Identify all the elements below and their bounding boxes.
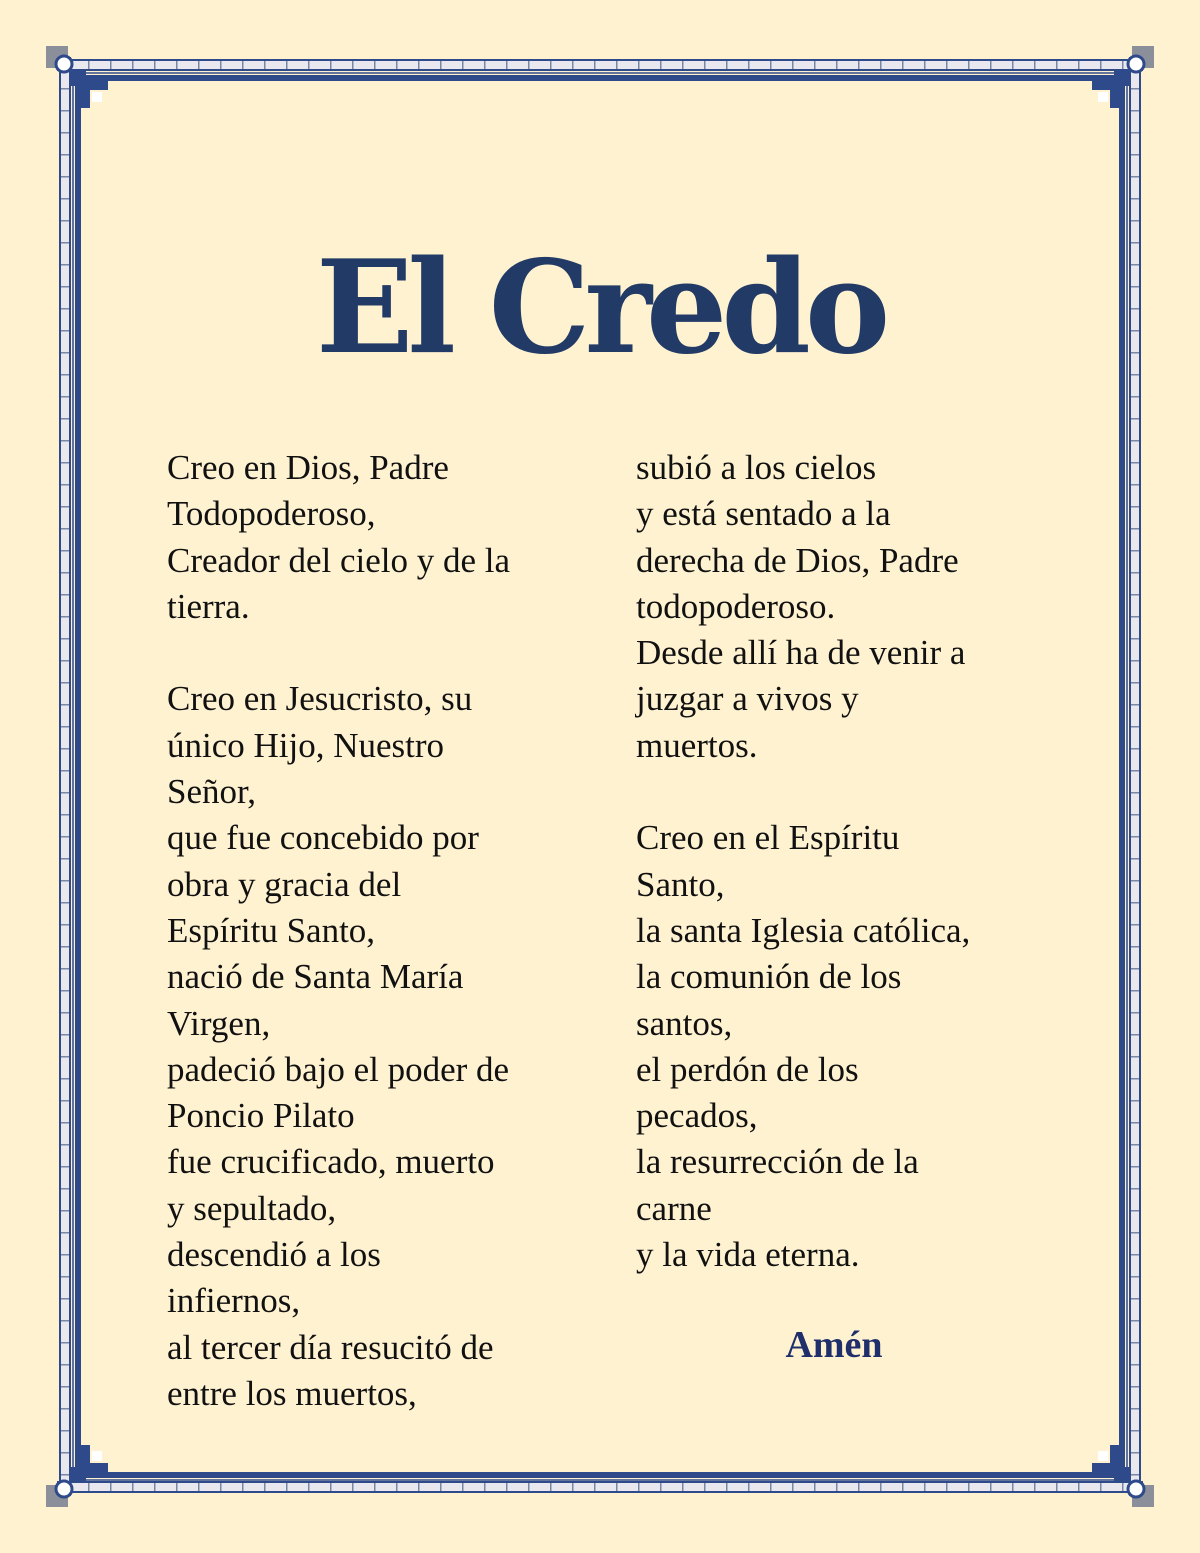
frame-bottom-band xyxy=(58,1482,1142,1492)
prayer-line: pecados, xyxy=(636,1096,758,1136)
prayer-right-column xyxy=(636,445,1056,1278)
prayer-line: y la vida eterna. xyxy=(636,1235,860,1275)
prayer-line: Creador del cielo y de la xyxy=(167,540,511,580)
prayer-line: fue crucificado, muerto xyxy=(167,1142,495,1182)
prayer-line: la comunión de los xyxy=(636,957,902,997)
prayer-line: y sepultado, xyxy=(167,1188,337,1228)
prayer-line: obra y gracia del xyxy=(167,864,402,904)
prayer-line: al tercer día resucitó de xyxy=(167,1327,494,1367)
prayer-line: que fue concebido por xyxy=(167,818,479,858)
prayer-line: y está sentado a la xyxy=(636,494,891,534)
prayer-line: la santa Iglesia católica, xyxy=(636,910,971,950)
prayer-line: Creo en Jesucristo, su xyxy=(167,679,473,719)
prayer-line: Poncio Pilato xyxy=(167,1096,355,1136)
prayer-line: santos, xyxy=(636,1003,733,1043)
prayer-line: el perdón de los xyxy=(636,1049,859,1089)
prayer-line: subió a los cielos xyxy=(636,448,877,487)
prayer-line: nació de Santa María xyxy=(167,957,464,997)
prayer-line: Espíritu Santo, xyxy=(167,910,376,950)
prayer-line: derecha de Dios, Padre xyxy=(636,540,959,580)
prayer-line: padeció bajo el poder de xyxy=(167,1049,510,1089)
prayer-line: todopoderoso. xyxy=(636,586,836,626)
prayer-line: Señor, xyxy=(167,772,257,812)
prayer-line: juzgar a vivos y xyxy=(636,679,859,719)
prayer-line: Creo en Dios, Padre xyxy=(167,448,449,487)
prayer-line: descendió a los xyxy=(167,1235,381,1275)
prayer-line: Virgen, xyxy=(167,1003,271,1043)
stanza-gap xyxy=(167,630,587,676)
prayer-line: la resurrección de la xyxy=(636,1142,919,1182)
page-title: El Credo xyxy=(315,233,885,383)
prayer-line: Desde allí ha de venir a xyxy=(636,633,966,673)
prayer-left-column xyxy=(167,445,587,1417)
stanza-gap xyxy=(636,769,1056,815)
prayer-line: Todopoderoso, xyxy=(167,494,376,534)
prayer-line: infiernos, xyxy=(167,1281,301,1321)
prayer-line: tierra. xyxy=(167,586,250,626)
prayer-line: entre los muertos, xyxy=(167,1373,417,1413)
prayer-line: Santo, xyxy=(636,864,725,904)
frame-top-band xyxy=(58,60,1142,70)
prayer-line: muertos. xyxy=(636,725,758,765)
prayer-line: único Hijo, Nuestro xyxy=(167,725,445,765)
prayer-line: carne xyxy=(636,1188,712,1228)
closing-amen: Amén xyxy=(785,1324,883,1366)
prayer-line: Creo en el Espíritu xyxy=(636,818,900,858)
